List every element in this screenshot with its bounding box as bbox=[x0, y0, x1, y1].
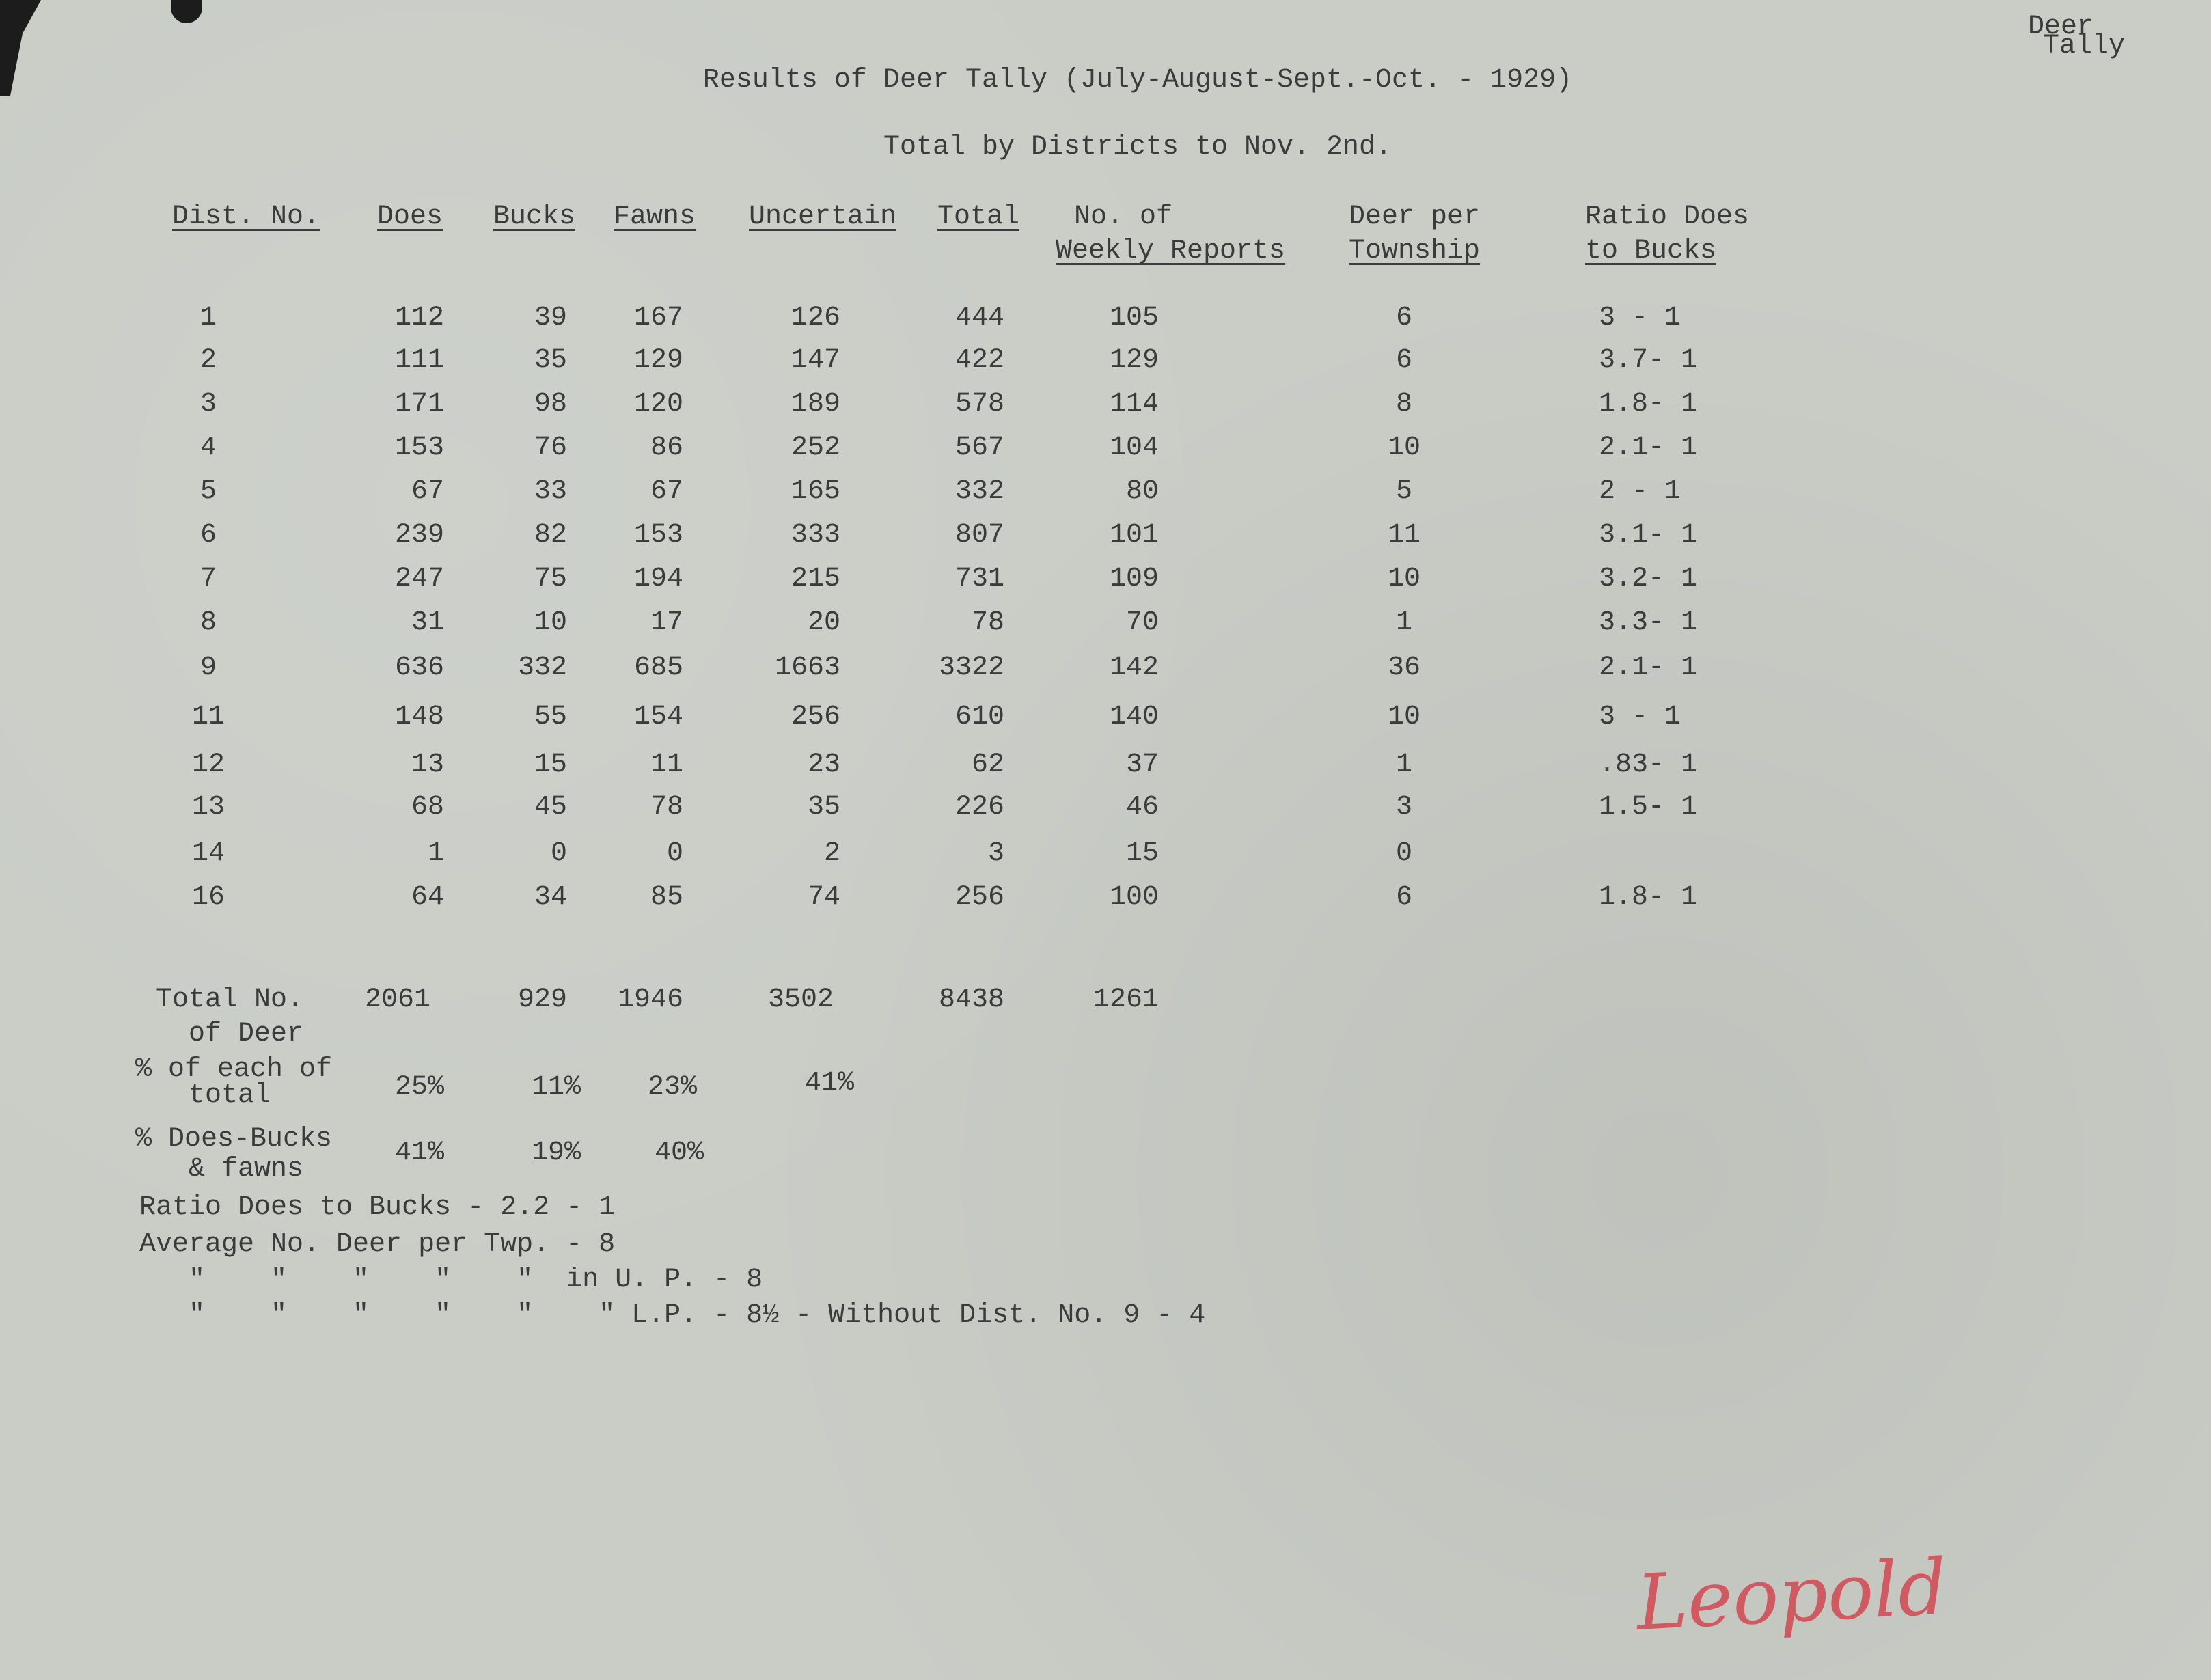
pct-total-label-line-1: % of each of bbox=[135, 1054, 333, 1085]
cell-total: 226 bbox=[955, 792, 1004, 823]
cell-per-twp: 8 bbox=[1395, 389, 1412, 419]
cell-dist: 1 bbox=[200, 303, 217, 333]
cell-total: 567 bbox=[955, 432, 1004, 463]
cell-reports: 100 bbox=[1109, 882, 1159, 913]
handwritten-signature: Leopold bbox=[1634, 1543, 1949, 1648]
cell-fawns: 685 bbox=[633, 652, 683, 683]
cell-ratio: 2.1- 1 bbox=[1599, 432, 1698, 463]
cell-does: 148 bbox=[394, 702, 444, 732]
cell-reports: 105 bbox=[1109, 303, 1159, 333]
cell-does: 239 bbox=[394, 520, 444, 551]
cell-per-twp: 6 bbox=[1395, 345, 1412, 376]
cell-reports: 37 bbox=[1125, 749, 1159, 780]
cell-fawns: 85 bbox=[650, 882, 683, 913]
pct-total-label-line-2: total bbox=[189, 1080, 271, 1111]
pct-total-uncertain: 41% bbox=[804, 1068, 854, 1099]
cell-reports: 70 bbox=[1125, 607, 1159, 638]
cell-uncertain: 126 bbox=[791, 303, 840, 333]
cell-dist: 8 bbox=[200, 607, 217, 638]
cell-reports: 109 bbox=[1109, 564, 1159, 594]
cell-does: 31 bbox=[411, 607, 444, 638]
totals-does: 2061 bbox=[364, 984, 430, 1015]
binder-tab-mark bbox=[0, 0, 41, 96]
header-bucks: Bucks bbox=[493, 202, 576, 232]
cell-dist: 4 bbox=[200, 432, 217, 463]
cell-fawns: 167 bbox=[633, 303, 683, 333]
header-does: Does bbox=[377, 202, 443, 232]
totals-reports: 1261 bbox=[1093, 984, 1159, 1015]
cell-uncertain: 189 bbox=[791, 389, 840, 419]
cell-reports: 140 bbox=[1109, 702, 1159, 732]
cell-uncertain: 165 bbox=[791, 476, 840, 507]
cell-fawns: 78 bbox=[650, 792, 683, 823]
cell-uncertain: 215 bbox=[791, 564, 840, 594]
cell-fawns: 194 bbox=[633, 564, 683, 594]
pct-dbf-fawns: 40% bbox=[654, 1138, 704, 1168]
cell-does: 67 bbox=[411, 476, 444, 507]
header-dist-no: Dist. No. bbox=[172, 202, 320, 232]
pct-total-fawns: 23% bbox=[647, 1072, 697, 1103]
pct-dbf-label-line-2: & fawns bbox=[189, 1154, 304, 1185]
cell-dist: 11 bbox=[191, 702, 225, 732]
cell-reports: 129 bbox=[1109, 345, 1159, 376]
cell-reports: 104 bbox=[1109, 432, 1159, 463]
header-ratio-line-2: to Bucks bbox=[1585, 236, 1717, 266]
cell-ratio: 1.8- 1 bbox=[1599, 882, 1698, 913]
cell-bucks: 75 bbox=[534, 564, 567, 594]
cell-ratio: 3 - 1 bbox=[1599, 702, 1681, 732]
cell-bucks: 332 bbox=[517, 652, 567, 683]
cell-bucks: 10 bbox=[534, 607, 567, 638]
cell-ratio: 3 - 1 bbox=[1599, 303, 1681, 333]
cell-bucks: 55 bbox=[534, 702, 567, 732]
cell-does: 1 bbox=[427, 838, 444, 869]
document-subtitle: Total by Districts to Nov. 2nd. bbox=[883, 132, 1392, 163]
cell-per-twp: 1 bbox=[1395, 607, 1412, 638]
cell-fawns: 67 bbox=[650, 476, 683, 507]
cell-per-twp: 5 bbox=[1395, 476, 1412, 507]
cell-total: 256 bbox=[955, 882, 1004, 913]
pct-dbf-bucks: 19% bbox=[531, 1138, 581, 1168]
cell-dist: 9 bbox=[200, 652, 217, 683]
header-total: Total bbox=[937, 202, 1020, 232]
corner-label-line-1: Deer bbox=[2028, 12, 2094, 42]
cell-dist: 14 bbox=[191, 838, 225, 869]
cell-dist: 13 bbox=[191, 792, 225, 823]
cell-per-twp: 1 bbox=[1395, 749, 1412, 780]
cell-total: 731 bbox=[955, 564, 1004, 594]
cell-does: 111 bbox=[394, 345, 444, 376]
cell-dist: 2 bbox=[200, 345, 217, 376]
header-reports-line-1: No. of bbox=[1074, 202, 1173, 232]
cell-ratio: 1.5- 1 bbox=[1599, 792, 1698, 823]
totals-uncertain: 3502 bbox=[767, 984, 834, 1015]
cell-per-twp: 3 bbox=[1395, 792, 1412, 823]
cell-reports: 114 bbox=[1109, 389, 1159, 419]
cell-uncertain: 252 bbox=[791, 432, 840, 463]
cell-total: 3322 bbox=[938, 652, 1004, 683]
cell-fawns: 154 bbox=[633, 702, 683, 732]
cell-dist: 5 bbox=[200, 476, 217, 507]
note-lp: " " " " " " L.P. - 8½ - Without Dist. No. 9 - 4 bbox=[189, 1300, 1206, 1331]
header-per-twp-line-1: Deer per bbox=[1349, 202, 1481, 232]
cell-per-twp: 6 bbox=[1395, 882, 1412, 913]
cell-uncertain: 2 bbox=[823, 838, 840, 869]
cell-ratio: 3.1- 1 bbox=[1599, 520, 1698, 551]
totals-label-line-1: Total No. bbox=[156, 984, 304, 1015]
cell-total: 610 bbox=[955, 702, 1004, 732]
cell-total: 3 bbox=[987, 838, 1004, 869]
header-uncertain: Uncertain bbox=[749, 202, 897, 232]
cell-bucks: 33 bbox=[534, 476, 567, 507]
corner-label-line-2: Tally bbox=[2043, 31, 2126, 61]
cell-per-twp: 10 bbox=[1387, 432, 1420, 463]
cell-uncertain: 147 bbox=[791, 345, 840, 376]
cell-reports: 15 bbox=[1125, 838, 1159, 869]
cell-bucks: 34 bbox=[534, 882, 567, 913]
cell-ratio: 2.1- 1 bbox=[1599, 652, 1698, 683]
cell-uncertain: 35 bbox=[807, 792, 840, 823]
pct-dbf-does: 41% bbox=[394, 1138, 444, 1168]
cell-fawns: 0 bbox=[666, 838, 683, 869]
cell-ratio: 3.2- 1 bbox=[1599, 564, 1698, 594]
cell-does: 247 bbox=[394, 564, 444, 594]
cell-fawns: 17 bbox=[650, 607, 683, 638]
header-per-twp-line-2: Township bbox=[1349, 236, 1481, 266]
cell-ratio: 3.3- 1 bbox=[1599, 607, 1698, 638]
cell-bucks: 35 bbox=[534, 345, 567, 376]
cell-uncertain: 1663 bbox=[774, 652, 840, 683]
cell-reports: 142 bbox=[1109, 652, 1159, 683]
cell-ratio: .83- 1 bbox=[1599, 749, 1698, 780]
cell-dist: 6 bbox=[200, 520, 217, 551]
cell-uncertain: 74 bbox=[807, 882, 840, 913]
cell-uncertain: 23 bbox=[807, 749, 840, 780]
cell-bucks: 0 bbox=[550, 838, 567, 869]
totals-total: 8438 bbox=[938, 984, 1004, 1015]
cell-uncertain: 333 bbox=[791, 520, 840, 551]
cell-reports: 80 bbox=[1125, 476, 1159, 507]
cell-bucks: 45 bbox=[534, 792, 567, 823]
pct-total-does: 25% bbox=[394, 1072, 444, 1103]
cell-does: 112 bbox=[394, 303, 444, 333]
cell-per-twp: 0 bbox=[1395, 838, 1412, 869]
cell-total: 422 bbox=[955, 345, 1004, 376]
pct-total-bucks: 11% bbox=[531, 1072, 581, 1103]
header-ratio-line-1: Ratio Does bbox=[1585, 202, 1750, 232]
cell-bucks: 98 bbox=[534, 389, 567, 419]
cell-uncertain: 20 bbox=[807, 607, 840, 638]
cell-dist: 12 bbox=[191, 749, 225, 780]
cell-per-twp: 11 bbox=[1387, 520, 1420, 551]
cell-does: 64 bbox=[411, 882, 444, 913]
cell-total: 78 bbox=[971, 607, 1004, 638]
cell-bucks: 76 bbox=[534, 432, 567, 463]
cell-ratio: 1.8- 1 bbox=[1599, 389, 1698, 419]
cell-dist: 16 bbox=[191, 882, 225, 913]
note-average: Average No. Deer per Twp. - 8 bbox=[139, 1229, 616, 1260]
cell-uncertain: 256 bbox=[791, 702, 840, 732]
cell-does: 153 bbox=[394, 432, 444, 463]
document-title: Results of Deer Tally (July-August-Sept.-Oct. - 1929) bbox=[702, 65, 1573, 96]
totals-bucks: 929 bbox=[517, 984, 567, 1015]
note-ratio: Ratio Does to Bucks - 2.2 - 1 bbox=[139, 1192, 616, 1223]
cell-bucks: 15 bbox=[534, 749, 567, 780]
note-up: " " " " " in U. P. - 8 bbox=[189, 1265, 763, 1295]
cell-total: 444 bbox=[955, 303, 1004, 333]
cell-per-twp: 36 bbox=[1387, 652, 1420, 683]
ink-blot bbox=[171, 0, 202, 23]
cell-fawns: 153 bbox=[633, 520, 683, 551]
cell-total: 807 bbox=[955, 520, 1004, 551]
cell-fawns: 129 bbox=[633, 345, 683, 376]
cell-reports: 46 bbox=[1125, 792, 1159, 823]
cell-total: 332 bbox=[955, 476, 1004, 507]
cell-bucks: 39 bbox=[534, 303, 567, 333]
pct-dbf-label-line-1: % Does-Bucks bbox=[135, 1124, 333, 1155]
cell-per-twp: 6 bbox=[1395, 303, 1412, 333]
cell-fawns: 11 bbox=[650, 749, 683, 780]
header-fawns: Fawns bbox=[614, 202, 696, 232]
cell-bucks: 82 bbox=[534, 520, 567, 551]
cell-does: 68 bbox=[411, 792, 444, 823]
cell-does: 171 bbox=[394, 389, 444, 419]
cell-per-twp: 10 bbox=[1387, 564, 1420, 594]
cell-dist: 7 bbox=[200, 564, 217, 594]
cell-fawns: 86 bbox=[650, 432, 683, 463]
totals-label-line-2: of Deer bbox=[189, 1019, 304, 1049]
cell-per-twp: 10 bbox=[1387, 702, 1420, 732]
cell-ratio: 2 - 1 bbox=[1599, 476, 1681, 507]
header-reports-line-2: Weekly Reports bbox=[1056, 236, 1286, 266]
totals-fawns: 1946 bbox=[617, 984, 683, 1015]
cell-reports: 101 bbox=[1109, 520, 1159, 551]
cell-dist: 3 bbox=[200, 389, 217, 419]
cell-ratio: 3.7- 1 bbox=[1599, 345, 1698, 376]
cell-does: 636 bbox=[394, 652, 444, 683]
cell-does: 13 bbox=[411, 749, 444, 780]
cell-fawns: 120 bbox=[633, 389, 683, 419]
cell-total: 62 bbox=[971, 749, 1004, 780]
cell-total: 578 bbox=[955, 389, 1004, 419]
